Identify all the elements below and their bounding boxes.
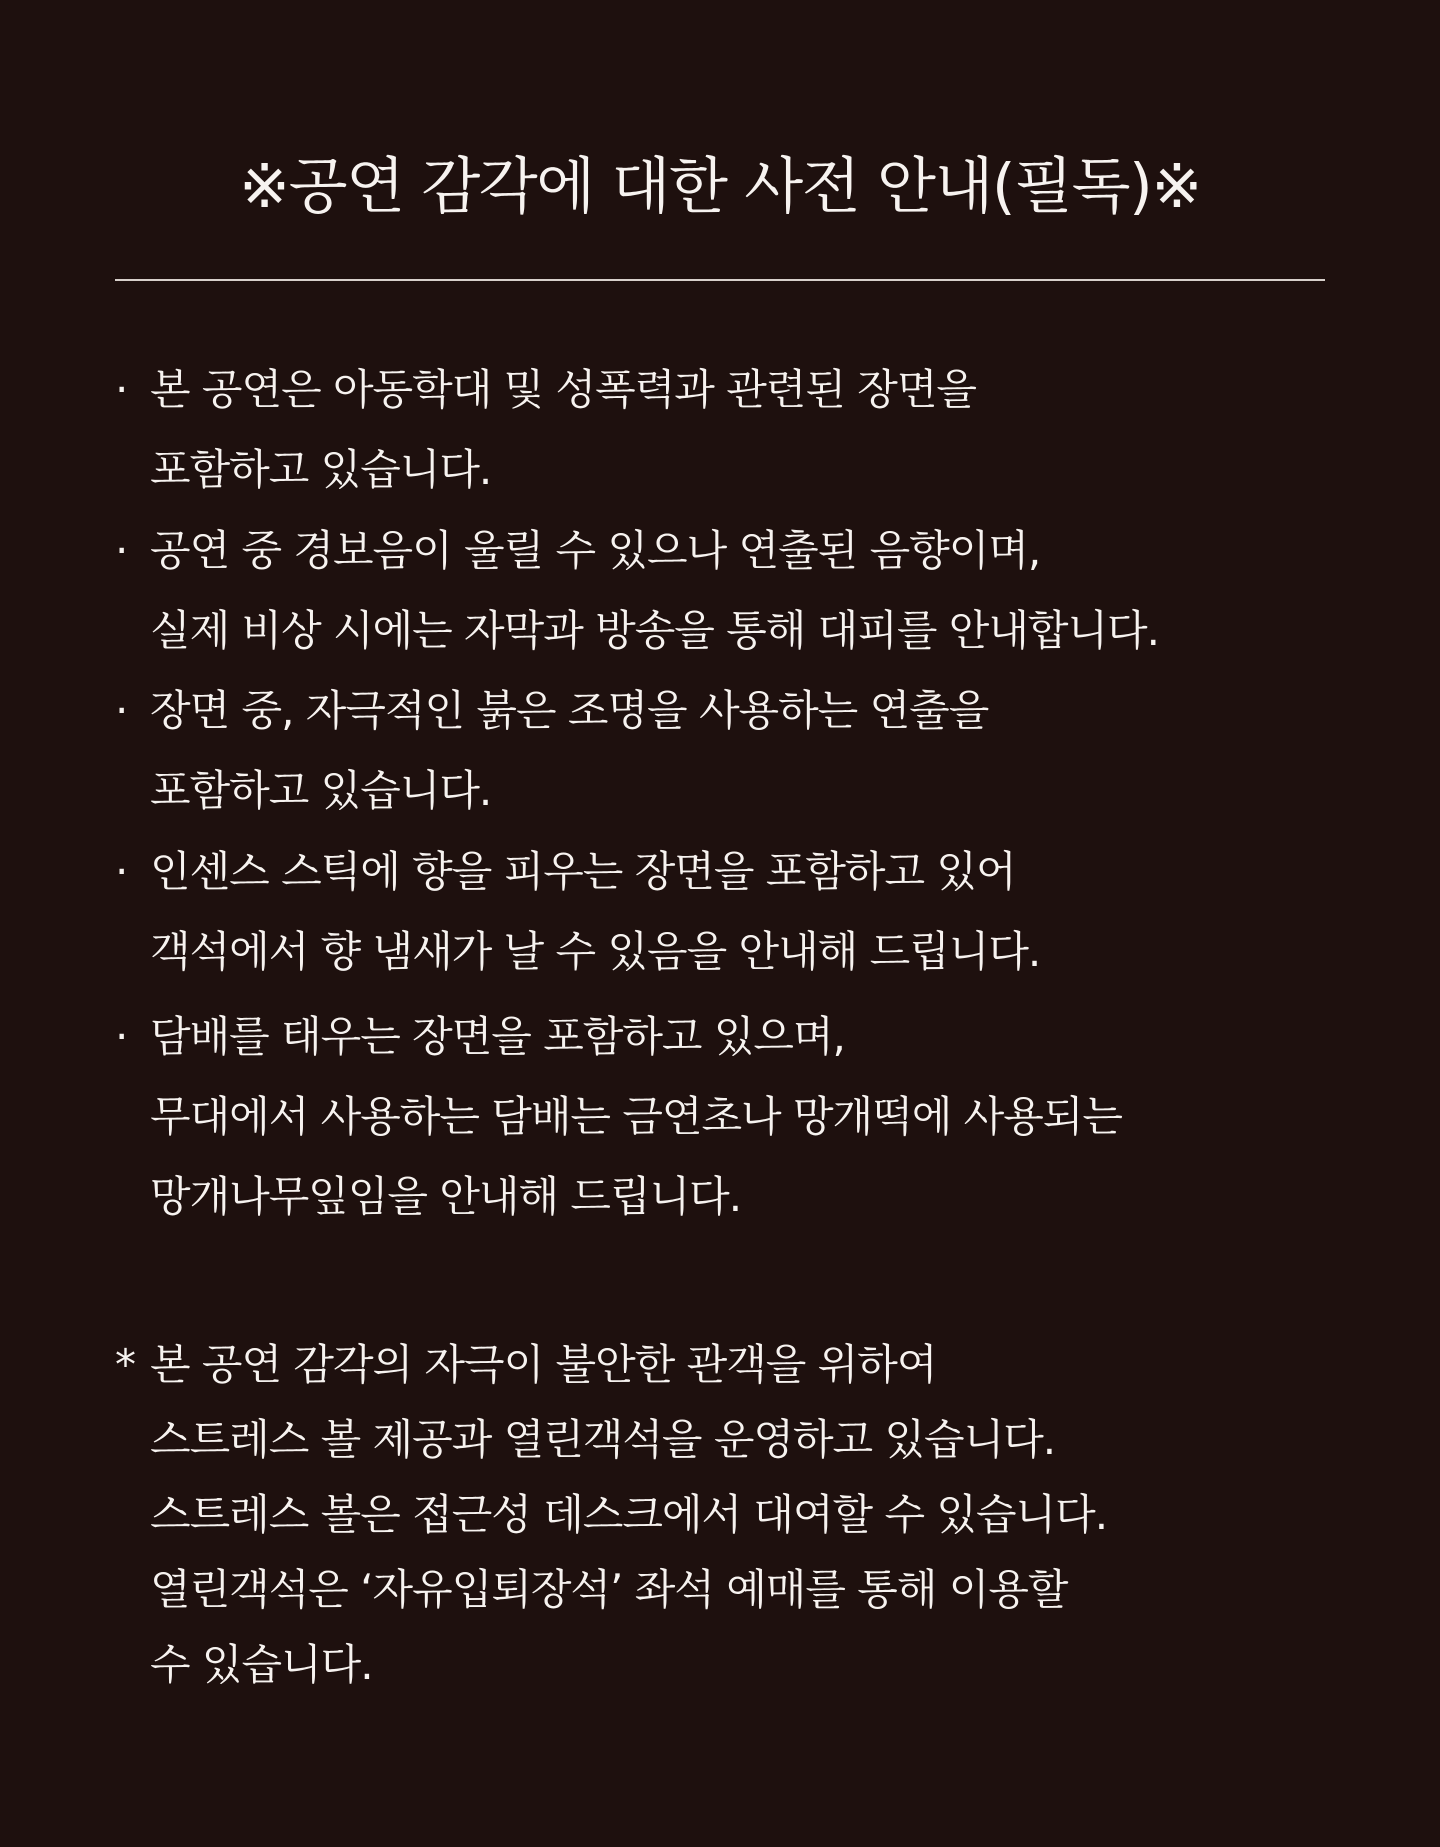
footnote-line: 본 공연 감각의 자극이 불안한 관객을 위하여 (150, 1340, 937, 1389)
notice-line: 포함하고 있습니다. (150, 766, 492, 815)
notice-line: 공연 중 경보음이 울릴 수 있으나 연출된 음향이며, (150, 526, 1041, 575)
footnote-line: 수 있습니다. (150, 1640, 373, 1689)
notice-line: 인센스 스틱에 향을 피우는 장면을 포함하고 있어 (150, 847, 1016, 896)
bullet-dot-icon: · (115, 365, 128, 414)
notice-item-text (150, 832, 1325, 992)
footnote-text (150, 1327, 1325, 1702)
sensory-notice (115, 0, 1325, 1847)
notice-line: 실제 비상 시에는 자막과 방송을 통해 대피를 안내합니다. (150, 606, 1159, 655)
notice-line: 객석에서 향 냄새가 날 수 있음을 안내해 드립니다. (150, 927, 1041, 976)
notice-item-5 (115, 997, 1325, 1237)
footnote-line: 스트레스 볼 제공과 열린객석을 운영하고 있습니다. (150, 1415, 1056, 1464)
notice-item-text (150, 350, 1325, 510)
notice-item-text (150, 511, 1325, 671)
notice-line: 무대에서 사용하는 담배는 금연초나 망개떡에 사용되는 (150, 1092, 1122, 1141)
bullet-dot-icon: · (115, 1012, 128, 1061)
notice-item-3 (115, 671, 1325, 831)
notice-item-text (150, 997, 1325, 1237)
notice-item-2 (115, 511, 1325, 671)
bullet-dot-icon: · (115, 526, 128, 575)
notice-line: 망개나무잎임을 안내해 드립니다. (150, 1172, 742, 1221)
notice-item-4 (115, 832, 1325, 992)
notice-line: 담배를 태우는 장면을 포함하고 있으며, (150, 1012, 845, 1061)
notice-line: 본 공연은 아동학대 및 성폭력과 관련된 장면을 (150, 365, 976, 414)
footnote-line: 열린객석은 ‘자유입퇴장석’ 좌석 예매를 통해 이용할 (150, 1565, 1068, 1614)
notice-title: ※공연 감각에 대한 사전 안내(필독)※ (239, 151, 1201, 222)
title-divider (115, 279, 1325, 281)
notice-line: 장면 중, 자극적인 붉은 조명을 사용하는 연출을 (150, 686, 989, 735)
notice-item-1 (115, 350, 1325, 510)
bullet-dot-icon: · (115, 686, 128, 735)
asterisk-icon: * (115, 1340, 135, 1389)
notice-item-text (150, 671, 1325, 831)
footnote-line: 스트레스 볼은 접근성 데스크에서 대여할 수 있습니다. (150, 1490, 1108, 1539)
bullet-dot-icon: · (115, 847, 128, 896)
notice-line: 포함하고 있습니다. (150, 445, 492, 494)
accessibility-footnote (115, 1327, 1325, 1702)
